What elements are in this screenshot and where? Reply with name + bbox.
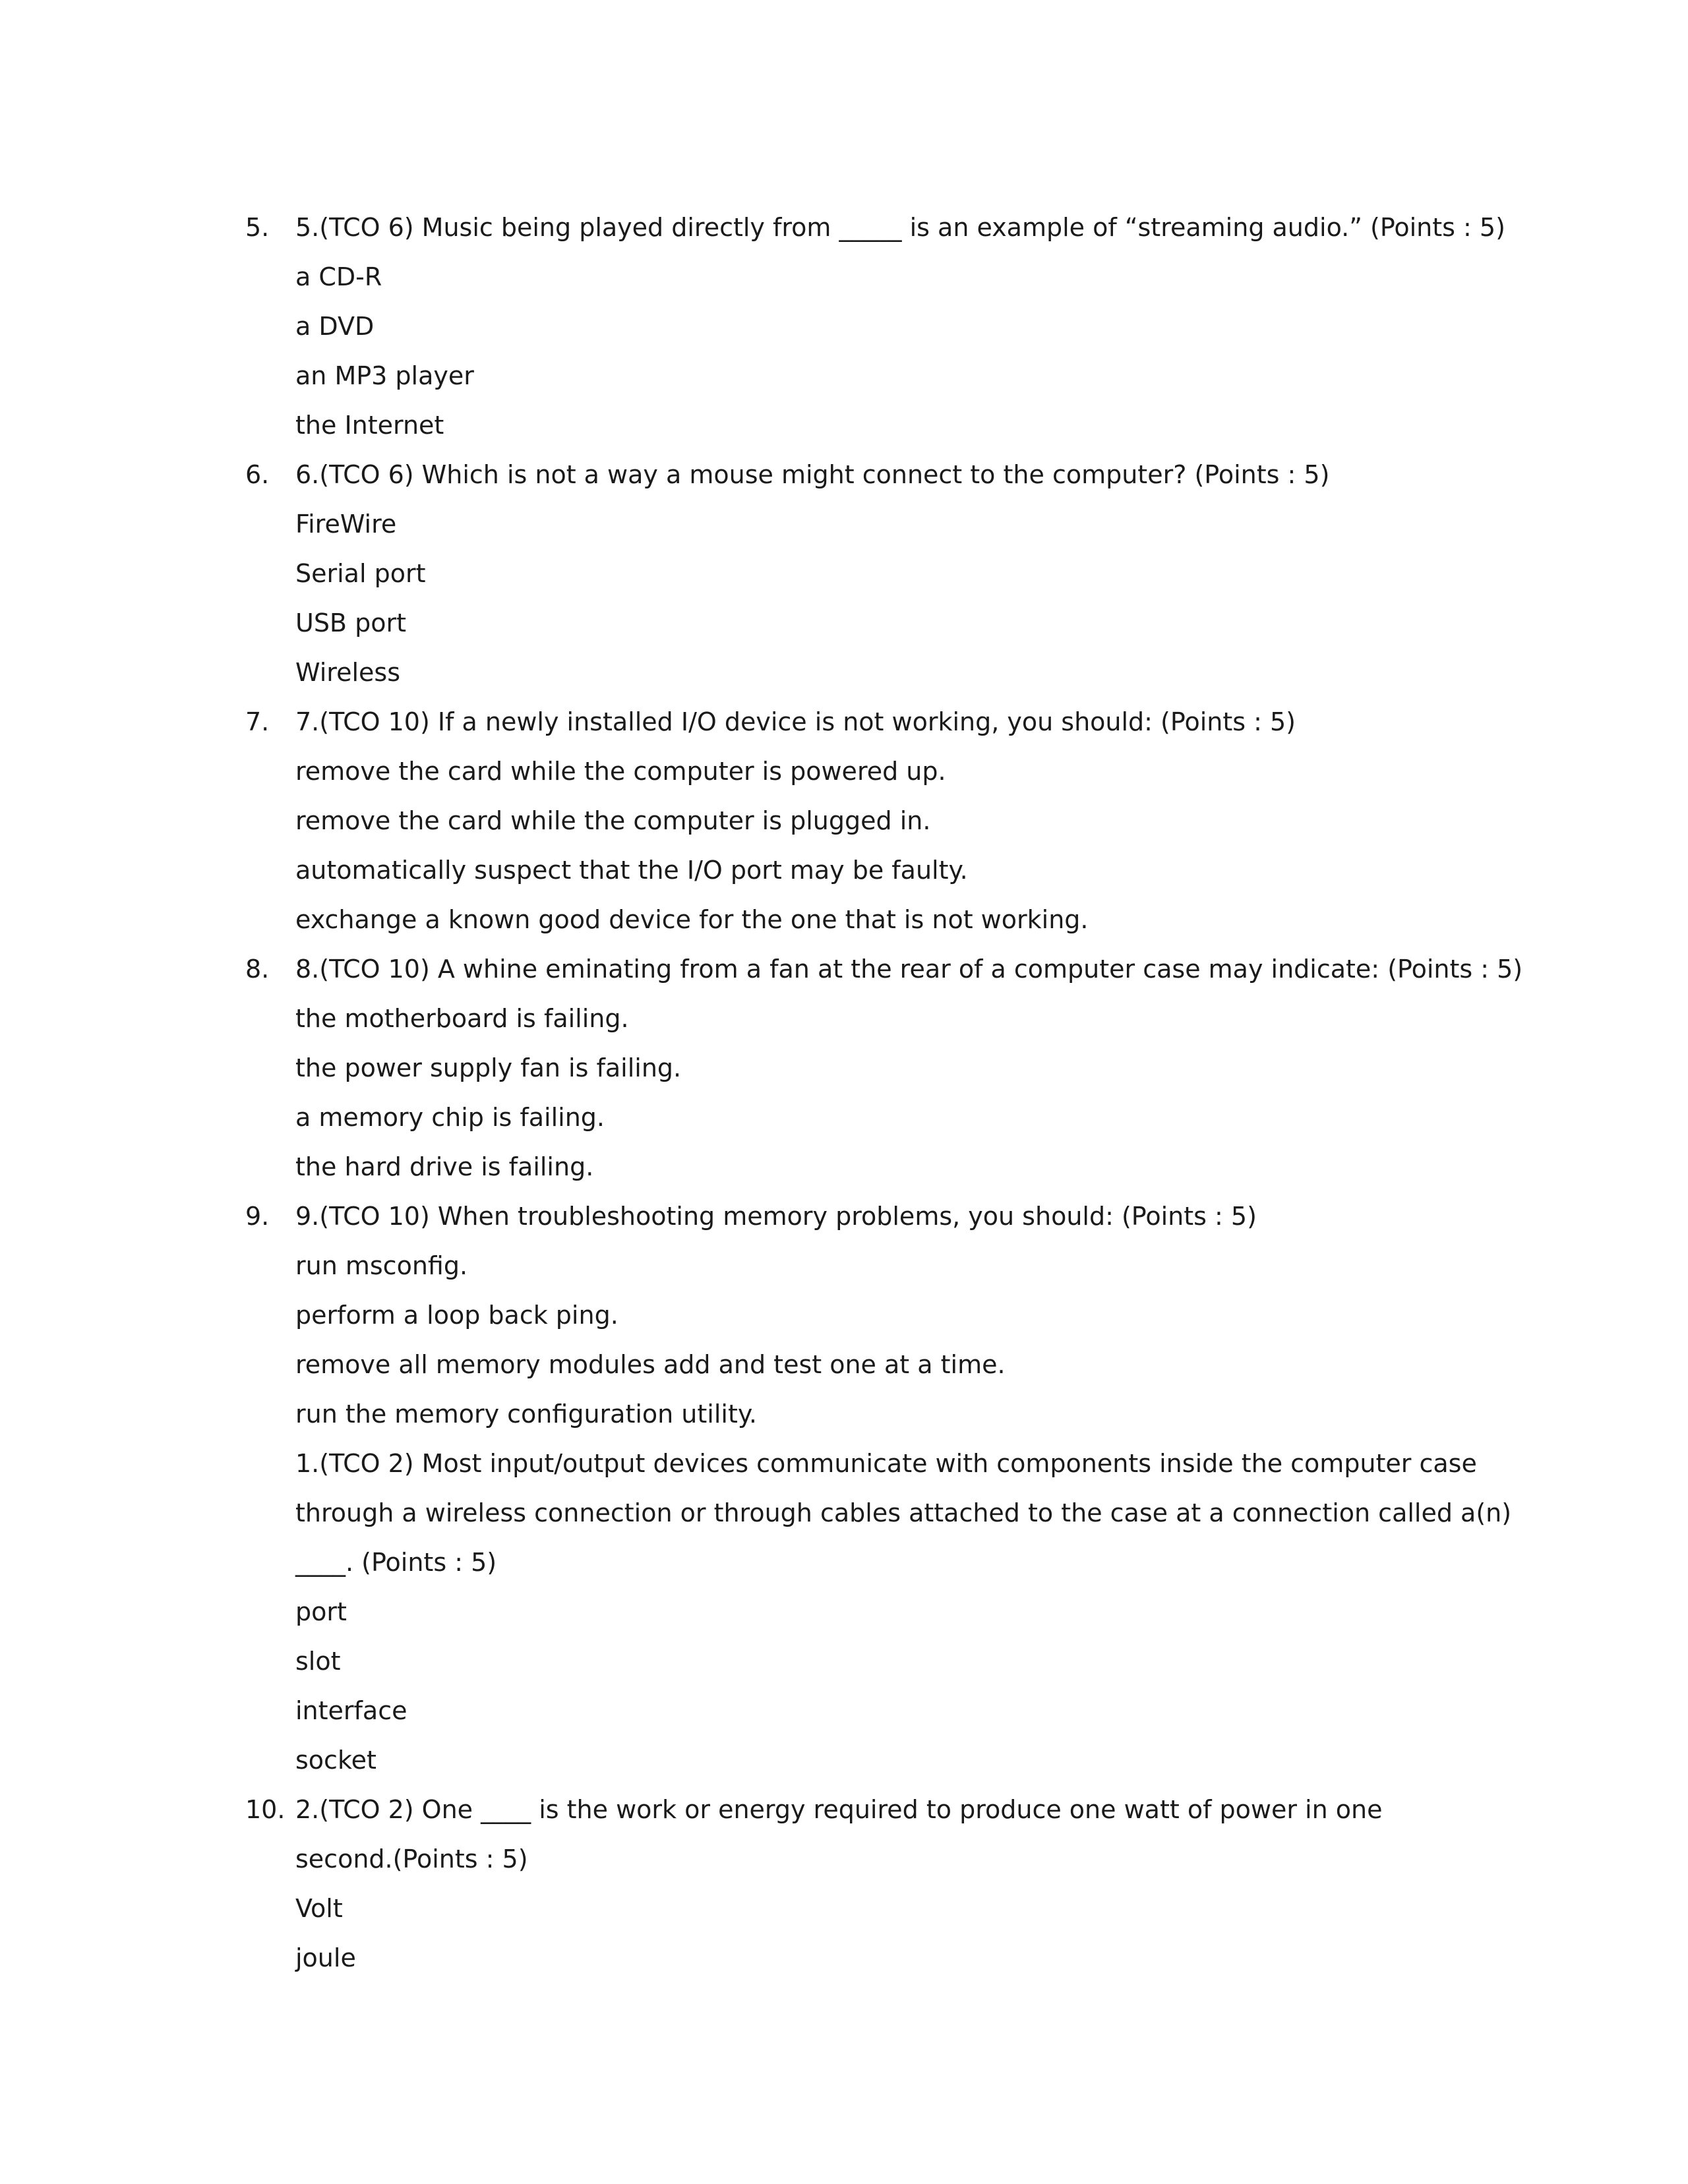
question-stem: 2.(TCO 2) One ____ is the work or energy required to produce one watt of power in one [295,1795,1383,1824]
answer-option-text: socket [295,1746,377,1775]
answer-option-text: remove all memory modules add and test one at a time. [295,1350,1006,1379]
answer-option-text: run msconfig. [295,1251,468,1280]
answer-option [0,1044,1688,1093]
question-line [0,1192,1688,1241]
answer-option-text: a memory chip is failing. [295,1103,605,1132]
question-stem: 8.(TCO 10) A whine eminating from a fan at the rear of a computer case may indicate: (Points : 5) [295,955,1523,984]
answer-option-text: USB port [295,608,406,637]
answer-option [0,1637,1688,1686]
answer-option-text: FireWire [295,510,397,539]
answer-option [0,846,1688,895]
answer-option [0,599,1688,648]
answer-option [0,1142,1688,1192]
question-stem: second.(Points : 5) [295,1845,528,1874]
answer-option-text: Volt [295,1894,343,1923]
answer-option-text: slot [295,1647,341,1676]
answer-option-text: remove the card while the computer is powered up. [295,757,946,786]
question-number: 9. [245,1202,270,1231]
question-stem-line [0,1439,1688,1489]
answer-option [0,1390,1688,1439]
answer-option [0,1587,1688,1637]
question-stem: 7.(TCO 10) If a newly installed I/O device is not working, you should: (Points : 5) [295,707,1296,736]
answer-option-text: Serial port [295,559,426,588]
answer-option-text: the hard drive is failing. [295,1152,594,1181]
question-line [0,697,1688,747]
answer-option-text: the motherboard is failing. [295,1004,629,1033]
question-stem: 6.(TCO 6) Which is not a way a mouse might connect to the computer? (Points : 5) [295,460,1330,489]
answer-option [0,796,1688,846]
question-stem: 5.(TCO 6) Music being played directly from _____ is an example of “streaming audio.” (Points : 5) [295,213,1505,242]
answer-option [0,1093,1688,1142]
question-stem: through a wireless connection or through cables attached to the case at a connection called a(n) [295,1498,1512,1527]
answer-option [0,1340,1688,1390]
question-number: 6. [245,460,270,489]
answer-option-text: interface [295,1696,407,1725]
answer-option-text: a DVD [295,312,375,341]
question-stem: ____. (Points : 5) [295,1548,497,1577]
question-stem: 9.(TCO 10) When troubleshooting memory problems, you should: (Points : 5) [295,1202,1257,1231]
answer-option-text: the power supply fan is failing. [295,1053,682,1082]
answer-option [0,401,1688,450]
question-number: 10. [245,1795,286,1824]
answer-option-text: an MP3 player [295,361,474,390]
question-number: 8. [245,955,270,984]
question-stem-line [0,1835,1688,1884]
answer-option-text: joule [295,1943,356,1972]
answer-option [0,500,1688,549]
answer-option [0,1241,1688,1291]
question-stem-line [0,1489,1688,1538]
answer-option [0,1933,1688,1983]
question-line [0,945,1688,994]
question-line [0,1785,1688,1835]
answer-option-text: remove the card while the computer is plugged in. [295,806,931,835]
question-stem-line [0,1538,1688,1587]
question-number: 7. [245,707,270,736]
question-line [0,450,1688,500]
answer-option-text: a CD-R [295,262,382,291]
answer-option [0,351,1688,401]
answer-option-text: automatically suspect that the I/O port may be faulty. [295,856,968,885]
question-number: 5. [245,213,270,242]
answer-option [0,994,1688,1044]
answer-option-text: exchange a known good device for the one that is not working. [295,905,1089,934]
answer-option-text: run the memory configuration utility. [295,1400,758,1429]
question-line [0,203,1688,252]
answer-option [0,895,1688,945]
answer-option [0,252,1688,302]
answer-option-text: Wireless [295,658,400,687]
answer-option-text: perform a loop back ping. [295,1301,618,1330]
answer-option [0,1686,1688,1736]
answer-option [0,1736,1688,1785]
answer-option-text: port [295,1597,347,1626]
answer-option [0,747,1688,796]
answer-option-text: the Internet [295,411,444,440]
answer-option [0,302,1688,351]
answer-option [0,549,1688,599]
question-stem: 1.(TCO 2) Most input/output devices communicate with components inside the computer case [295,1449,1477,1478]
answer-option [0,1884,1688,1933]
answer-option [0,648,1688,697]
answer-option [0,1291,1688,1340]
